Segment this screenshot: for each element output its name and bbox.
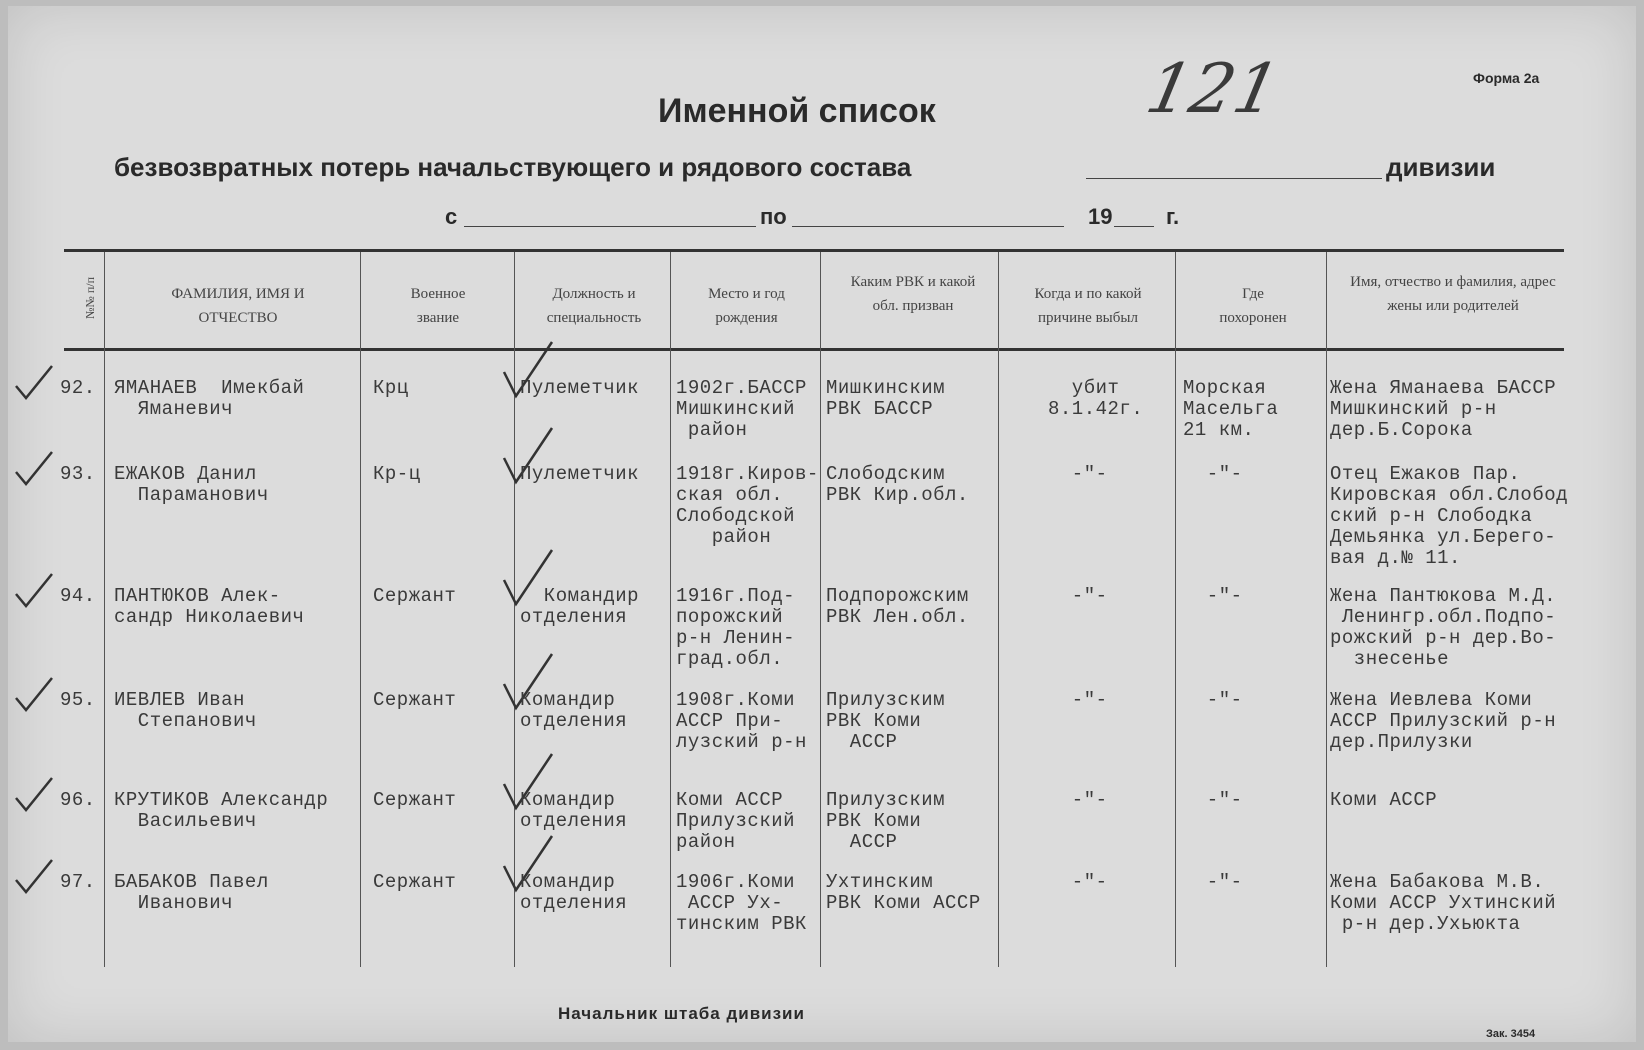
row-number: 95.	[60, 689, 96, 711]
row-when-line: убит	[1048, 377, 1120, 399]
subtitle-main: безвозвратных потерь начальствующего и рядового состава	[114, 152, 912, 182]
row-when	[1048, 790, 1108, 811]
row-number: 92.	[60, 377, 96, 399]
row-name	[114, 464, 269, 506]
row-number: 93.	[60, 463, 96, 485]
row-name-line: сандр Николаевич	[114, 606, 305, 628]
subtitle-division: дивизии	[1386, 152, 1496, 182]
col-header-number: №№ п/п	[83, 276, 97, 320]
row-rank	[373, 790, 456, 811]
row-rvk-line: Мишкинским	[826, 377, 946, 399]
row-buried	[1183, 586, 1243, 607]
row-rank	[373, 378, 409, 399]
signature-label: Начальник штаба дивизии	[558, 1004, 805, 1023]
row-rank	[373, 586, 456, 607]
row-relatives-line: рожский р-н дер.Во-	[1330, 627, 1557, 649]
col-divider	[104, 252, 105, 967]
row-birth-line: Мишкинский	[676, 398, 796, 420]
row-buried-line: -"-	[1183, 689, 1243, 711]
row-when-line: -"-	[1048, 871, 1108, 893]
row-buried	[1183, 464, 1243, 485]
row-birth-line: р-н Ленин-	[676, 627, 796, 649]
row-relatives-line: Кировская обл.Слобод	[1330, 484, 1569, 506]
row-rvk	[826, 690, 945, 753]
row-relatives	[1330, 790, 1437, 811]
row-rvk-line: РВК Кир.обл.	[826, 484, 969, 506]
date-from-label: с	[445, 204, 458, 229]
row-birth	[676, 872, 807, 935]
row-buried	[1183, 690, 1243, 711]
row-position-line: отделения	[520, 892, 628, 914]
row-number: 97.	[60, 871, 96, 893]
row-relatives-line: Мишкинский р-н	[1330, 398, 1497, 420]
row-name	[114, 378, 304, 420]
row-when	[1048, 690, 1108, 711]
row-rank-line: Сержант	[373, 871, 457, 893]
row-rvk-line: РВК Коми	[826, 710, 922, 732]
col-header-buried: Где похоронен	[1219, 286, 1287, 326]
row-buried-line: 21 км.	[1183, 419, 1255, 441]
row-when-line: -"-	[1048, 789, 1108, 811]
row-buried-line: Масельга	[1183, 398, 1279, 420]
row-birth-line: Прилузский	[676, 810, 796, 832]
col-divider	[820, 252, 821, 967]
row-relatives-line: Жена Иевлева Коми	[1330, 689, 1533, 711]
row-rank-line: Сержант	[373, 789, 457, 811]
print-mark: Зак. 3454	[1486, 1028, 1536, 1040]
table-header-rule	[64, 348, 1564, 351]
row-rvk-line: РВК Лен.обл.	[826, 606, 969, 628]
row-birth-line: район	[676, 419, 748, 441]
date-to-blank	[792, 226, 1064, 227]
row-buried-line: -"-	[1183, 585, 1243, 607]
row-birth	[676, 690, 807, 753]
row-rvk-line: Ухтинским	[826, 871, 934, 893]
row-birth-line: район	[676, 526, 772, 548]
row-rvk-line: АССР	[826, 831, 898, 853]
checkmark-icon	[12, 676, 56, 716]
row-name-line: Васильевич	[114, 810, 257, 832]
row-relatives-line: р-н дер.Ухьюкта	[1330, 913, 1521, 935]
row-name-line: ЕЖАКОВ Данил	[114, 463, 257, 485]
row-buried	[1183, 790, 1243, 811]
row-birth-line: 1908г.Коми	[676, 689, 796, 711]
row-name-line: ПАНТЮКОВ Алек-	[114, 585, 281, 607]
row-when	[1048, 586, 1108, 607]
row-relatives-line: Демьянка ул.Берего-	[1330, 526, 1557, 548]
date-from-blank	[464, 226, 756, 227]
row-relatives-line: дер.Прилузки	[1330, 731, 1473, 753]
col-header-relatives: Имя, отчество и фамилия, адрес жены или родителей	[1350, 274, 1556, 314]
row-birth-line: тинским РВК	[676, 913, 807, 935]
date-year: 19	[1088, 204, 1113, 229]
row-rvk	[826, 790, 945, 853]
checkmark-icon	[12, 364, 56, 404]
row-position	[520, 790, 627, 832]
row-number: 96.	[60, 789, 96, 811]
row-position-line: Пулеметчик	[520, 377, 640, 399]
row-rvk-line: РВК Коми АССР	[826, 892, 981, 914]
row-buried-line: -"-	[1183, 871, 1243, 893]
row-birth-line: 1918г.Киров-	[676, 463, 819, 485]
row-relatives-line: ский р-н Слободка	[1330, 505, 1533, 527]
col-header-rank: Военное звание	[410, 286, 466, 326]
row-birth	[676, 464, 819, 548]
document-sheet	[8, 6, 1636, 1042]
row-relatives	[1330, 586, 1556, 670]
row-birth-line: 1916г.Под-	[676, 585, 796, 607]
row-birth-line: Коми АССР	[676, 789, 784, 811]
row-relatives-line: дер.Б.Сорока	[1330, 419, 1473, 441]
row-rvk-line: АССР	[826, 731, 898, 753]
row-position-line: Пулеметчик	[520, 463, 640, 485]
row-name-line: ЯМАНАЕВ Имекбай	[114, 377, 305, 399]
row-name-line: КРУТИКОВ Александр	[114, 789, 329, 811]
row-relatives	[1330, 872, 1556, 935]
row-buried	[1183, 872, 1243, 893]
row-birth-line: лузский р-н	[676, 731, 807, 753]
date-year-suffix: г.	[1166, 204, 1180, 229]
row-birth-line: град.обл.	[676, 648, 784, 670]
date-to-label: по	[760, 204, 787, 229]
form-label: Форма 2а	[1473, 70, 1540, 86]
date-year-blank	[1114, 226, 1154, 227]
col-divider	[360, 252, 361, 967]
col-divider	[1326, 252, 1327, 967]
row-position-line: Командир	[520, 871, 616, 893]
row-birth-line: ская обл.	[676, 484, 784, 506]
row-name-line: Иванович	[114, 892, 234, 914]
row-rvk-line: Прилузским	[826, 789, 946, 811]
row-relatives-line: вая д.№ 11.	[1330, 547, 1461, 569]
row-relatives-line: АССР Прилузский р-н	[1330, 710, 1557, 732]
row-position	[520, 586, 639, 628]
checkmark-icon	[12, 450, 56, 490]
division-blank	[1086, 178, 1382, 179]
row-position	[520, 872, 627, 914]
row-buried-line: -"-	[1183, 789, 1243, 811]
row-birth	[676, 378, 807, 441]
col-header-when: Когда и по какой причине выбыл	[1034, 286, 1142, 326]
checkmark-icon	[12, 858, 56, 898]
row-name-line: Степанович	[114, 710, 257, 732]
col-header-position: Должность и специальность	[546, 286, 642, 326]
row-buried-line: Морская	[1183, 377, 1267, 399]
row-birth	[676, 790, 795, 853]
row-name	[114, 586, 304, 628]
row-relatives-line: Жена Пантюкова М.Д.	[1330, 585, 1557, 607]
row-relatives-line: Коми АССР	[1330, 789, 1438, 811]
row-position-line: Командир	[520, 789, 616, 811]
row-name	[114, 872, 269, 914]
checkmark-icon	[12, 776, 56, 816]
row-relatives-line: Ленингр.обл.Подпо-	[1330, 606, 1557, 628]
row-relatives-line: знесенье	[1330, 648, 1450, 670]
row-when-line: 8.1.42г.	[1048, 398, 1144, 420]
row-when	[1048, 378, 1143, 420]
row-rvk	[826, 586, 969, 628]
row-relatives	[1330, 378, 1556, 441]
row-rvk-line: РВК Коми	[826, 810, 922, 832]
row-birth	[676, 586, 795, 670]
row-name-line: ИЕВЛЕВ Иван	[114, 689, 245, 711]
col-header-name: ФАМИЛИЯ, ИМЯ И ОТЧЕСТВО	[171, 286, 305, 326]
row-rank	[373, 690, 456, 711]
row-position	[520, 378, 639, 399]
handwritten-number: 121	[1139, 50, 1287, 129]
checkmark-icon	[12, 572, 56, 612]
row-relatives-line: Жена Яманаева БАССР	[1330, 377, 1557, 399]
row-relatives	[1330, 690, 1556, 753]
row-birth-line: АССР При-	[676, 710, 784, 732]
col-divider	[670, 252, 671, 967]
col-header-birth: Место и год рождения	[708, 286, 785, 326]
row-when-line: -"-	[1048, 689, 1108, 711]
row-rvk-line: Подпорожским	[826, 585, 969, 607]
row-name	[114, 690, 257, 732]
row-position-line: Командир	[520, 585, 640, 607]
row-rvk	[826, 464, 969, 506]
row-relatives-line: Коми АССР Ухтинский	[1330, 892, 1557, 914]
row-birth-line: район	[676, 831, 736, 853]
row-when	[1048, 464, 1108, 485]
row-name-line: Параманович	[114, 484, 269, 506]
row-birth-line: порожский	[676, 606, 784, 628]
row-buried-line: -"-	[1183, 463, 1243, 485]
row-position-line: Командир	[520, 689, 616, 711]
row-relatives-line: Жена Бабакова М.В.	[1330, 871, 1545, 893]
row-name-line: БАБАКОВ Павел	[114, 871, 269, 893]
row-position	[520, 690, 627, 732]
row-rank	[373, 872, 456, 893]
row-rank-line: Сержант	[373, 689, 457, 711]
row-position-line: отделения	[520, 810, 628, 832]
row-birth-line: 1906г.Коми	[676, 871, 796, 893]
col-divider	[998, 252, 999, 967]
row-when-line: -"-	[1048, 463, 1108, 485]
row-rank	[373, 464, 421, 485]
page-title: Именной список	[658, 92, 936, 130]
row-when-line: -"-	[1048, 585, 1108, 607]
row-buried	[1183, 378, 1278, 441]
row-birth-line: АССР Ух-	[676, 892, 784, 914]
row-rvk	[826, 378, 945, 420]
row-relatives	[1330, 464, 1568, 569]
row-rvk	[826, 872, 981, 914]
row-number: 94.	[60, 585, 96, 607]
row-rvk-line: РВК БАССР	[826, 398, 934, 420]
row-when	[1048, 872, 1108, 893]
row-name-line: Яманевич	[114, 398, 234, 420]
row-rvk-line: Прилузским	[826, 689, 946, 711]
col-header-rvk: Каким РВК и какой обл. призван	[850, 274, 976, 314]
row-name	[114, 790, 328, 832]
row-position-line: отделения	[520, 606, 628, 628]
row-birth-line: Слободской	[676, 505, 796, 527]
row-relatives-line: Отец Ежаков Пар.	[1330, 463, 1521, 485]
row-birth-line: 1902г.БАССР	[676, 377, 807, 399]
row-rank-line: Крц	[373, 377, 409, 399]
row-rank-line: Сержант	[373, 585, 457, 607]
table-top-rule	[64, 249, 1564, 252]
row-rvk-line: Слободским	[826, 463, 946, 485]
row-rank-line: Кр-ц	[373, 463, 421, 485]
row-position	[520, 464, 639, 485]
col-divider	[1175, 252, 1176, 967]
row-position-line: отделения	[520, 710, 628, 732]
